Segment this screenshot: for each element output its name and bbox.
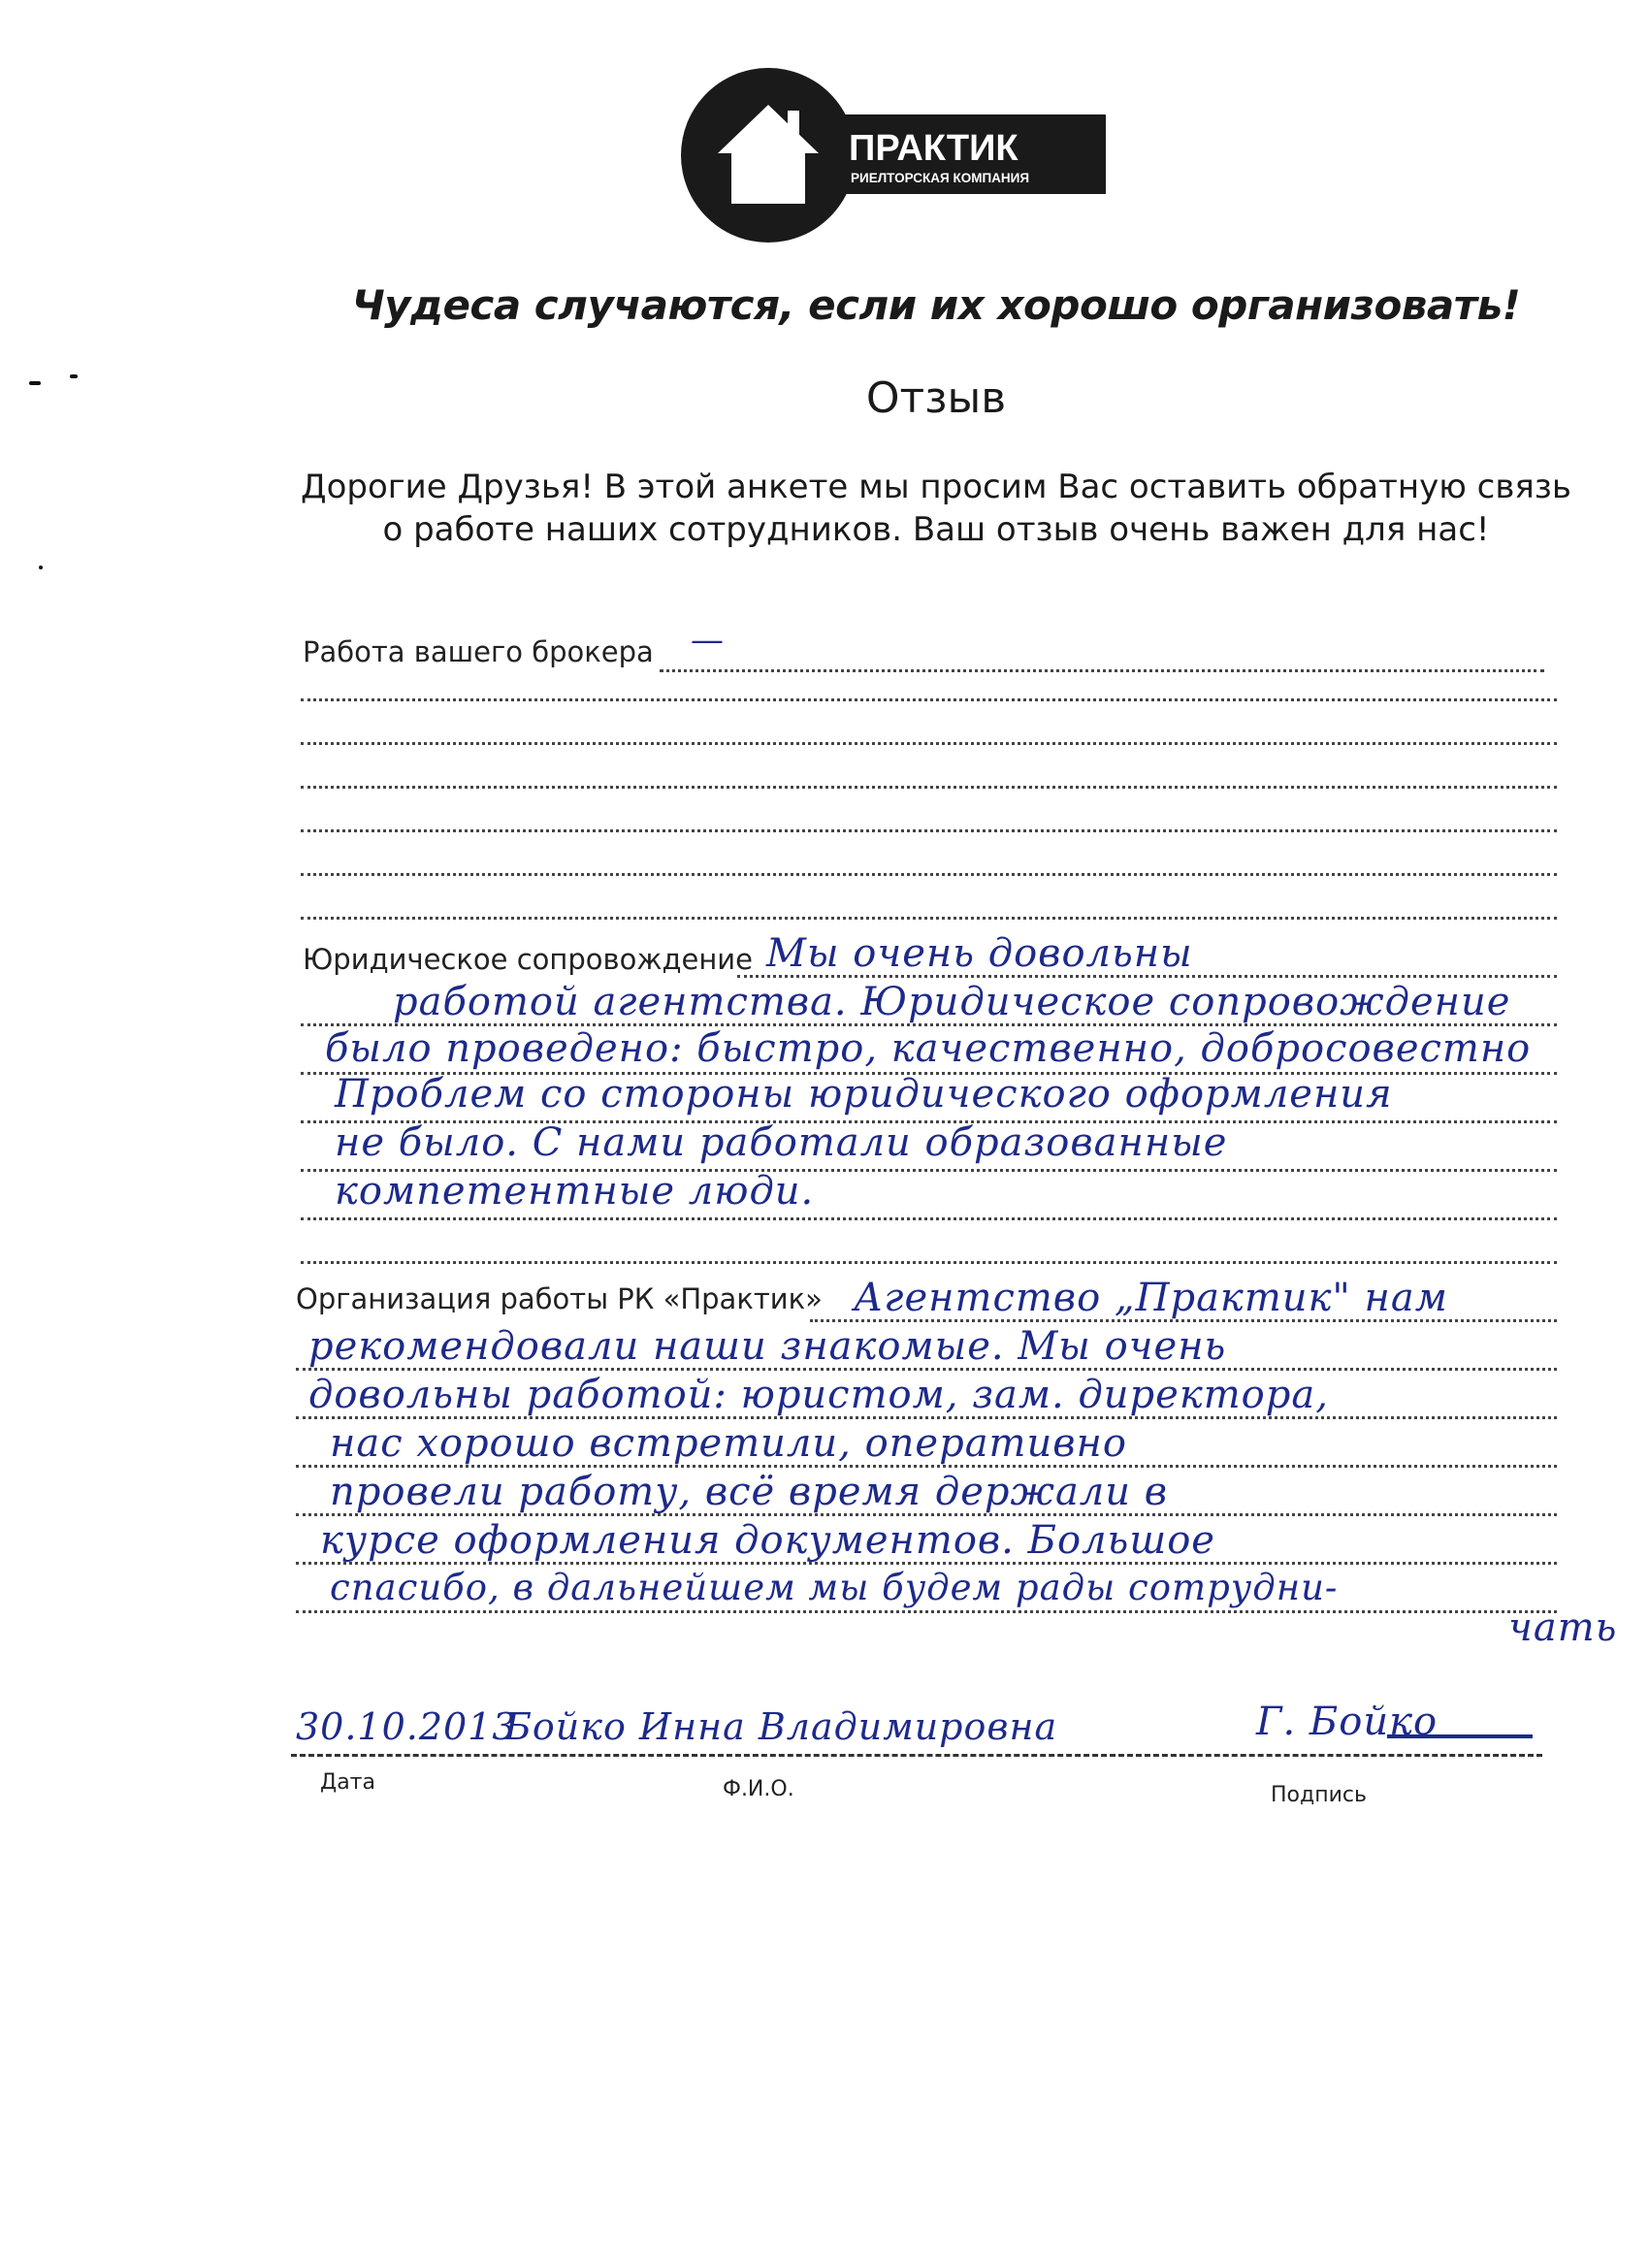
company-logo <box>679 68 1106 246</box>
organization-answer-line: рекомендовали наши знакомые. Мы очень <box>308 1324 1227 1369</box>
legal-answer-line: было проведено: быстро, качественно, добросовестно <box>325 1026 1532 1071</box>
organization-answer-line: нас хорошо встретили, оперативно <box>330 1421 1127 1466</box>
scan-speck <box>39 566 43 569</box>
scan-speck <box>70 374 78 378</box>
svg-text:ПРАКТИК: ПРАКТИК <box>849 128 1018 169</box>
legal-label: Юридическое сопровождение <box>303 943 753 976</box>
legal-answer-line: Мы очень довольны <box>766 931 1193 976</box>
broker-line <box>301 917 1557 920</box>
signature-line <box>291 1754 1542 1757</box>
organization-answer-line: спасибо, в дальнейшем мы будем рады сотрудни- <box>330 1567 1339 1608</box>
legal-answer-line: Проблем со стороны юридического оформления <box>335 1072 1393 1117</box>
broker-line <box>301 786 1557 789</box>
intro-text <box>291 466 1581 551</box>
legal-answer-line: не было. С нами работали образованные <box>335 1120 1228 1165</box>
organization-line <box>296 1610 1557 1613</box>
date-value: 30.10.2013 <box>296 1705 517 1748</box>
scan-speck <box>29 381 41 385</box>
organization-answer-line: чать <box>1508 1605 1618 1650</box>
legal-line <box>301 1217 1557 1220</box>
svg-text:РИЕЛТОРСКАЯ КОМПАНИЯ: РИЕЛТОРСКАЯ КОМПАНИЯ <box>851 171 1030 185</box>
organization-answer-line: Агентство „Практик" нам <box>854 1276 1448 1320</box>
organization-label: Организация работы РК «Практик» <box>296 1282 823 1315</box>
broker-line <box>301 742 1557 745</box>
legal-line <box>301 1261 1557 1264</box>
date-caption: Дата <box>320 1770 375 1795</box>
organization-answer-line: провели работу, всё время держали в <box>330 1470 1169 1514</box>
legal-answer-line: компетентные люди. <box>335 1169 815 1214</box>
signature-caption: Подпись <box>1271 1783 1367 1807</box>
broker-line <box>301 829 1557 832</box>
intro-line-1: Дорогие Друзья! В этой анкете мы просим Вас оставить обратную связь <box>301 468 1571 506</box>
signature-image: Г. Бойко <box>1256 1700 1439 1744</box>
organization-answer-line: довольны работой: юристом, зам. директора, <box>308 1373 1329 1417</box>
broker-label: Работа вашего брокера <box>303 635 654 668</box>
page-title: Отзыв <box>865 373 1007 423</box>
name-caption: Ф.И.О. <box>723 1777 794 1801</box>
slogan: Чудеса случаются, если их хорошо организовать! <box>351 281 1521 329</box>
signature-stroke <box>1387 1734 1533 1738</box>
intro-line-2: о работе наших сотрудников. Ваш отзыв очень важен для нас! <box>382 510 1490 549</box>
broker-line <box>301 873 1557 876</box>
legal-answer-line: работой агентства. Юридическое сопровождение <box>393 980 1511 1024</box>
broker-answer: — <box>691 621 725 660</box>
name-value: Бойко Инна Владимировна <box>504 1705 1058 1748</box>
broker-line <box>660 669 1544 672</box>
broker-line <box>301 698 1557 701</box>
organization-answer-line: курсе оформления документов. Большое <box>320 1518 1215 1563</box>
